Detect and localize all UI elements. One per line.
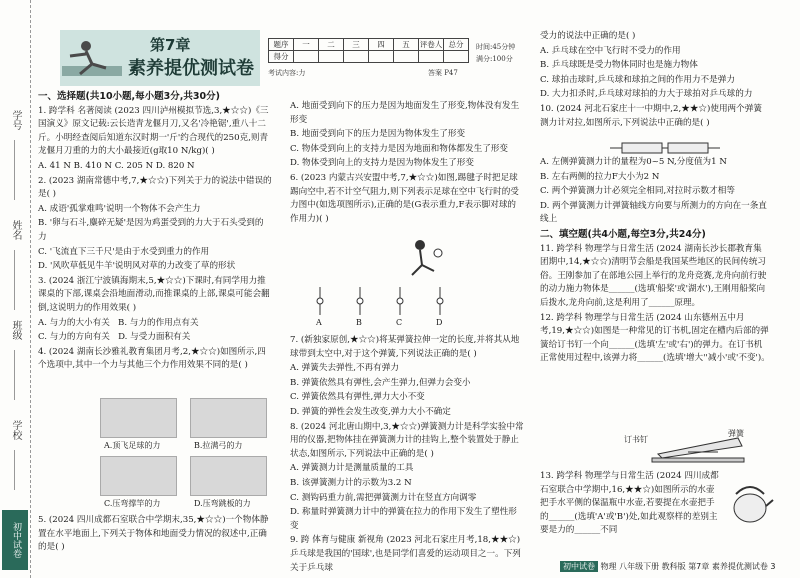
diagram-label-c: C [396, 318, 403, 327]
kicker-figure [412, 240, 442, 275]
q7-option-c: C. 弹簧依然具有弹性,弹力大小不变 [290, 392, 425, 403]
question-1-options: A. 41 N B. 410 N C. 205 N D. 820 N [38, 160, 195, 171]
caption-a: A.顶飞足球的力 [104, 441, 161, 450]
q7-option-a: A. 弹簧失去弹性,不再有弹力 [290, 363, 399, 374]
question-13: 13. 跨学科 物理学与日常生活 (2024 四川成都石室联合中学期中,16,★★☆)如图所示的水壶把手水平侧的保温瓶中水壶,若要提在水壶把手的______(选填'A'或'B')处,如此观察样的差别主要是力的______不同 [540, 471, 719, 536]
kettle-diagram [726, 478, 774, 526]
q8-option-d: D. 称量时弹簧测力计中的弹簧在拉力的作用下发生了塑性形变 [290, 507, 517, 531]
chapter-banner [60, 30, 260, 86]
photo-diving-board [190, 456, 267, 496]
answer-ref: 答案 P47 [428, 69, 458, 77]
question-8: 8. (2024 河北唐山期中,3,★☆☆)弹簧测力计是科学实验中常用的仪器,把物体挂在弹簧测力计的挂钩上,整个装置处于静止状态,如图所示,下列说法中正确的是( ) [290, 421, 524, 459]
score-table: 题序 一 二 三 四 五 评卷人 总分 得分 [268, 38, 469, 63]
time-limit: 时间:45分钟 [476, 43, 516, 51]
q8-option-c: C. 测钩码重力前,需把弹簧测力计在竖直方向调零 [290, 492, 477, 503]
question-1: 1. 跨学科 名著阅读 (2023 四川泸州模拟节选,3,★☆☆)《三国演义》原文记载:云长造青龙偃月刀,又名'冷艳锯',重八十二斤。小明经查阅后知道东汉时期一'斤'约合现代的250克,则青龙偃月刀重的力的大小最接近(g取10 N/kg)( ) [38, 105, 269, 157]
q5-option-d: D. 物体受到向上的支持力是因为物体发生了形变 [290, 158, 474, 169]
q10-option-c: C. 两个弹簧测力计必须完全相同,对拉时示数才相等 [540, 186, 735, 197]
label-staples: 订书钉 [624, 435, 648, 444]
column-2 [290, 100, 524, 227]
diagram-label-a: A [316, 318, 322, 327]
question-13-block [540, 470, 720, 539]
q10-option-a: A. 左侧弹簧测力计的量程为0~5 N,分度值为1 N [540, 157, 727, 167]
stapler-diagram [648, 418, 748, 464]
chapter-number: 第7章 [150, 36, 191, 54]
q5-option-c: C. 物体受到向上的支持力是因为地面和物体都发生了形变 [290, 143, 508, 154]
footer-brand: 初中试卷 [560, 561, 598, 572]
footer-subject: 物理 [600, 562, 617, 571]
q10-option-d: D. 两个弹簧测力计弹簧轴线方向要与所测力的方向在一条直线上 [540, 200, 767, 225]
column-2-lower [290, 334, 524, 576]
school-line [14, 450, 15, 490]
student-id-line [14, 140, 15, 200]
full-score: 满分:100分 [476, 55, 513, 63]
q7-option-b: B. 弹簧依然具有弹性,会产生弹力,但弹力会变小 [290, 377, 471, 388]
student-id-label: 学号 [10, 110, 21, 130]
q7-option-d: D. 弹簧的弹性会发生改变,弹力大小不确定 [290, 406, 451, 417]
diagram-label-d: D [436, 318, 443, 327]
q3-options: A. 与力的大小有关 B. 与力的作用点有关 [38, 317, 199, 328]
question-4: 4. (2024 湖南长沙雅礼教育集团月考,2,★☆☆)如图所示,四个选项中,其中一个力与其他三个力作用效果不同的是( ) [38, 346, 266, 371]
q2-option-d: D. '风吹草低见牛羊'说明风对草的力改变了草的形状 [38, 261, 236, 272]
q9-option-b: B. 乒乓球既是受力物体同时也是施力物体 [540, 60, 698, 71]
diagram-label-b: B [356, 318, 362, 327]
question-6: 6. (2023 内蒙古兴安盟中考,7,★☆☆)如图,踢毽子时把足球踢向空中,若不计空气阻力,则下列表示足球在空中飞行时的受力图中(如选项图所示),正确的是(G表示重力,F表示脚对球的作用力)( ) [290, 172, 519, 224]
question-2: 2. (2023 湖南常德中考,7,★☆☆)下列关于力的说法中错误的是( ) [38, 175, 272, 200]
page-number: 3 [770, 562, 776, 571]
class-label: 班级 [10, 320, 21, 340]
section-fill-title: 二、填空题(共4小题,每空3分,共24分) [540, 228, 706, 240]
class-line [14, 350, 15, 400]
q5-option-b: B. 地面受到向下的压力是因为物体发生了形变 [290, 129, 466, 140]
school-label: 学校 [10, 420, 21, 440]
question-7: 7. (新独家原创,★☆☆)将某弹簧拉伸一定的长度,并将其从地球带到太空中,对于这个弹簧,下列说法正确的是( ) [290, 335, 520, 359]
question-10: 10. (2024 河北石家庄十一中期中,2,★★☆)使用两个弹簧测力计对拉,如图所示,下列说法中正确的是( ) [540, 103, 762, 128]
caption-c: C.压弯撑竿的力 [104, 499, 161, 508]
q9-option-a: A. 乒乓球在空中飞行时不受力的作用 [540, 45, 681, 56]
q9-option-d: D. 大力扣杀时,乒乓球对球拍的力大于球拍对乒乓球的力 [540, 89, 753, 100]
photo-pole-vault [100, 456, 177, 496]
page-footer [560, 561, 775, 572]
binding-margin [0, 0, 31, 578]
column-3-mid [540, 156, 770, 367]
question-12: 12. 跨学科 物理学与日常生活 (2024 山东德州五中月考,19,★☆☆)如图是一种常见的订书机,固定在槽内后部的弹簧给订书钉一个向______(选填'左'或'右')的弹力。在订书机正常使用过程中,该弹力将______(选填'增大''减小'或'不变')。 [540, 312, 770, 364]
q2-option-a: A. 成语'孤掌难鸣'说明一个物体不会产生力 [38, 203, 201, 214]
q10-option-b: B. 左右两侧的拉力F大小为2 N [540, 171, 660, 182]
column-3 [540, 30, 770, 131]
column-1 [38, 90, 272, 374]
label-spring: 弹簧 [728, 429, 744, 438]
footer-edition: 教科版 [661, 562, 686, 571]
footer-grade: 八年级下册 [619, 562, 660, 571]
question-5-block [38, 514, 272, 556]
q8-option-b: B. 该弹簧测力计的示数为3.2 N [290, 477, 412, 488]
section-choice-title: 一、选择题(共10小题,每小题3分,共30分) [38, 91, 220, 102]
force-diagrams [300, 235, 470, 325]
q9-option-c: C. 球拍击球时,乒乓球和球拍之间的作用力不是弹力 [540, 74, 735, 85]
question-5: 5. (2024 四川成都石室联合中学期末,35,★☆☆)一个物体静置在水平地面上,下列关于物体和地面受力情况的叙述中,正确的是( ) [38, 515, 269, 553]
q8-option-a: A. 弹簧测力计是测量质量的工具 [290, 463, 414, 474]
photo-soccer-header [100, 398, 177, 438]
name-label: 姓名 [10, 220, 21, 240]
photo-bow-draw [190, 398, 267, 438]
q5-option-a: A. 地面受到向下的压力是因为地面发生了形变,物体没有发生形变 [290, 101, 520, 125]
question-3: 3. (2024 浙江宁波镇海期末,5,★☆☆)下课时,有同学用力推课桌的下部,课桌会沿地面滑动,而推课桌的上部,课桌可能会翻倒,这说明力的作用效果( ) [38, 275, 270, 313]
caption-d: D.压弯跳板的力 [194, 499, 251, 508]
caption-b: B.拉满弓的力 [194, 441, 243, 450]
q9-continued: 受力的说法中正确的是( ) [540, 31, 636, 41]
q3-options-2: C. 与力的方向有关 D. 与受力面积有关 [38, 332, 191, 343]
athlete-illustration [62, 36, 122, 82]
exam-scope: 考试内容:力 [268, 69, 306, 77]
dual-spring-scale-diagram [610, 140, 720, 156]
question-9: 9. 跨 体育与健康 新视角 (2023 河北石家庄月考,18,★★☆)乒乓球是我国的'国球',也是同学们喜爱的运动项目之一。下列关于乒乓球 [290, 535, 521, 573]
test-title: 素养提优测试卷 [128, 58, 254, 79]
q2-option-b: B. '卵与石斗,麋碎无疑'是因为鸡蛋受到的力大于石头受到的力 [38, 218, 264, 242]
footer-chapter: 第7章 素养提优测试卷 [688, 562, 768, 571]
brand-logo: 初中试卷 [2, 510, 28, 570]
q2-option-c: C. '飞流直下三千尺'是由于水受到重力的作用 [38, 246, 210, 257]
name-line [14, 250, 15, 310]
question-11: 11. 跨学科 物理学与日常生活 (2024 湖南长沙长郡教育集团期中,14,★☆☆)清明节会船是我国某些地区的民间传统习俗。王刚参加了在部地公园上举行的龙舟竞赛,龙舟向前行驶的动力施力物体是______(选填'船桨'或'湖水'),王刚用船桨向后拨水,龙舟向前,这是利用了______原理。 [540, 243, 767, 308]
